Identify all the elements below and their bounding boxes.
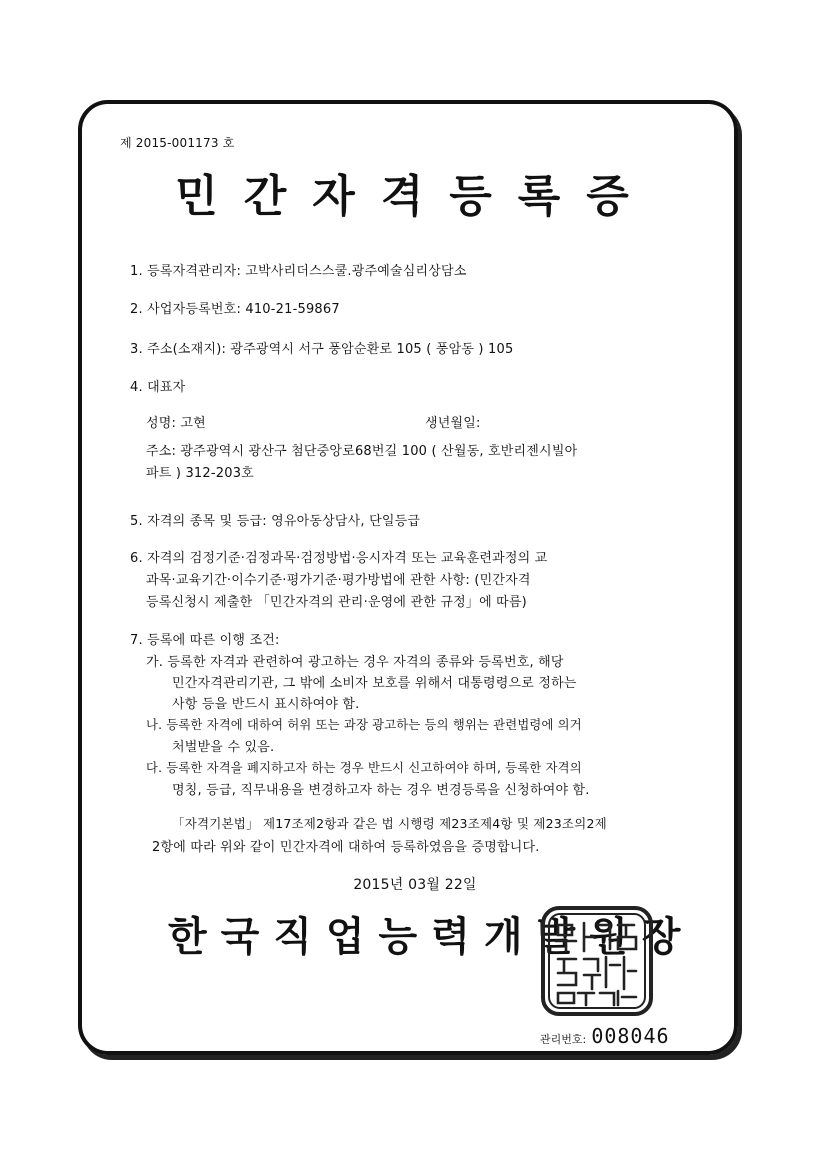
item-2-business-number: 2. 사업자등록번호: 410-21-59867: [130, 302, 340, 317]
item-3-address: 3. 주소(소재지): 광주광역시 서구 풍암순환로 105 ( 풍암동 ) 105: [130, 342, 514, 357]
condition-b-line-2: 처벌받을 수 있음.: [172, 740, 275, 755]
condition-b-line-1: 나. 등록한 자격에 대하여 허위 또는 과장 광고하는 등의 행위는 관련법령에 의거: [146, 718, 582, 732]
condition-c-line-1: 다. 등록한 자격을 폐지하고자 하는 경우 반드시 신고하여야 하며, 등록한 자격의: [146, 761, 582, 775]
item-4-representative: 4. 대표자: [130, 380, 186, 395]
management-number-label: 관리번호:: [540, 1033, 587, 1046]
condition-a-line-2: 민간자격관리기관, 그 밖에 소비자 보호를 위해서 대통령령으로 정하는: [172, 676, 577, 691]
certification-statement-line-1: 「자격기본법」 제17조제2항과 같은 법 시행령 제23조제4항 및 제23조의2제: [172, 816, 607, 831]
item-1-manager: 1. 등록자격관리자: 고박사리더스스쿨.광주예술심리상담소: [130, 264, 467, 279]
item-6-line-1: 6. 자격의 검정기준·검정과목·검정방법·응시자격 또는 교육훈련과정의 교: [130, 551, 548, 566]
condition-a-line-3: 사항 등을 반드시 표시하여야 함.: [172, 697, 360, 712]
certification-statement-line-2: 2항에 따라 위와 같이 민간자격에 대하여 등록하였음을 증명합니다.: [152, 840, 540, 855]
issue-date: 2015년 03월 22일: [353, 877, 477, 893]
item-5-qualification: 5. 자격의 종목 및 등급: 영유아동상담사, 단일등급: [130, 514, 421, 529]
management-number: [540, 1024, 670, 1048]
official-seal-stamp: [540, 905, 654, 1017]
condition-c-line-2: 명칭, 등급, 직무내용을 변경하고자 하는 경우 변경등록을 신청하여야 함.: [172, 783, 590, 798]
representative-name: 성명: 고현: [146, 416, 206, 431]
representative-birthdate: 생년월일:: [425, 416, 481, 431]
issuer-name: 한국직업능력개발원장: [168, 914, 695, 960]
item-6-line-3: 등록신청시 제출한 「민간자격의 관리·운영에 관한 규정」에 따름): [146, 595, 527, 610]
management-number-value: 008046: [591, 1024, 670, 1048]
item-7-conditions: 7. 등록에 따른 이행 조건:: [130, 633, 280, 648]
condition-a-line-1: 가. 등록한 자격과 관련하여 광고하는 경우 자격의 종류와 등록번호, 해당: [146, 655, 564, 670]
representative-address-line-1: 주소: 광주광역시 광산구 첨단중앙로68번길 100 ( 산월동, 호반리젠시빌아: [146, 444, 578, 459]
representative-address-line-2: 파트 ) 312-203호: [146, 466, 254, 481]
item-6-line-2: 과목·교육기간·이수기준·평가기준·평가방법에 관한 사항: (민간자격: [146, 573, 531, 588]
certificate-number: 제 2015-001173 호: [120, 136, 235, 150]
certificate-title: 민간자격등록증: [175, 171, 655, 222]
